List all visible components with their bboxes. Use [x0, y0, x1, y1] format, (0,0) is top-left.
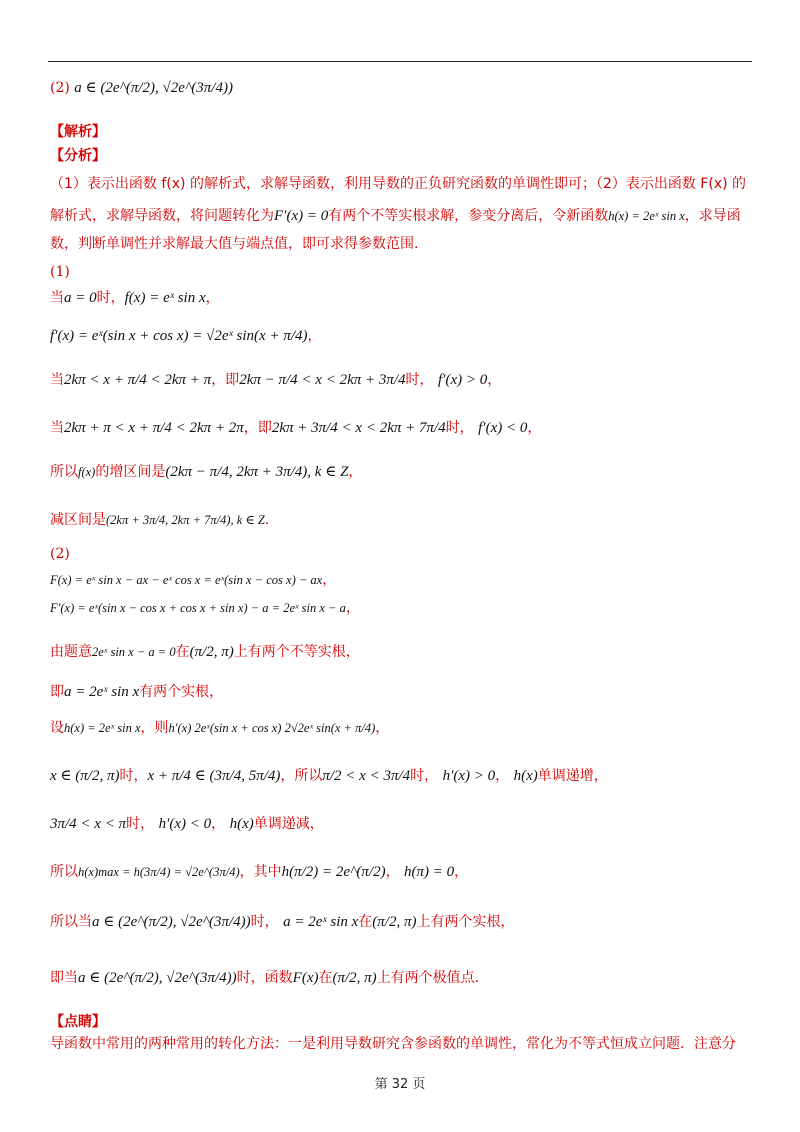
- math-expr: h(π/2) = 2e^(π/2): [281, 864, 386, 880]
- jiexi-heading: 【解析】: [50, 124, 106, 140]
- part2-line-8: 所以h(x)max = h(3π/4) = √2e^(3π/4)，其中h(π/2) = 2e^(π/2)， h(π) = 0，: [50, 864, 469, 880]
- part2-line-9: 所以当a ∈ (2e^(π/2), √2e^(3π/4))时， a = 2eˣ sin x在(π/2, π)上有两个实根，: [50, 914, 515, 930]
- part1-line-2: f′(x) = eˣ(sin x + cos x) = √2eˣ sin(x + π/4)，: [50, 328, 322, 344]
- math-expr: h(x) = 2eˣ sin x: [64, 721, 141, 735]
- math-expr: F(x) = eˣ sin x − ax − eˣ cos x = eˣ(sin x − cos x) − ax: [50, 573, 323, 587]
- math-expr: f(x) = eˣ sin x: [124, 290, 206, 306]
- math-expr: 2kπ + 3π/4 < x < 2kπ + 7π/4: [271, 420, 446, 436]
- math-expr: f′(x) < 0: [478, 420, 528, 436]
- fenxi-heading: 【分析】: [50, 148, 106, 164]
- math-expr: h(x): [513, 768, 538, 784]
- dianjing-heading: 【点睛】: [50, 1014, 106, 1030]
- math-expr: x ∈ (π/2, π): [50, 768, 120, 784]
- page-number: 第 32 页: [374, 1077, 426, 1092]
- math-expr: 2kπ < x + π/4 < 2kπ + π: [64, 372, 212, 388]
- analysis-line-1: （1）表示出函数 f(x) 的解析式，求解导函数，利用导数的正负研究函数的单调性即可；（2）表示出函数 F(x) 的: [50, 176, 747, 192]
- math-expr: F′(x) = eˣ(sin x − cos x + cos x + sin x) − a = 2eˣ sin x − a: [50, 601, 346, 615]
- math-expr: F′(x) = 0: [274, 208, 329, 224]
- part2-label: (2): [50, 546, 70, 562]
- part1-line-4: 当2kπ + π < x + π/4 < 2kπ + 2π，即2kπ + 3π/4 < x < 2kπ + 7π/4时， f′(x) < 0，: [50, 420, 542, 436]
- part2-line-2: F′(x) = eˣ(sin x − cos x + cos x + sin x) − a = 2eˣ sin x − a，: [50, 600, 360, 616]
- part1-line-6: 减区间是(2kπ + 3π/4, 2kπ + 7π/4), k ∈ Z.: [50, 512, 270, 528]
- answer-2-line: [50, 78, 233, 98]
- math-expr: h(π) = 0: [404, 864, 455, 880]
- math-expr: a ∈ (2e^(π/2), √2e^(3π/4)): [92, 914, 251, 930]
- math-expr: 3π/4 < x < π: [50, 816, 127, 832]
- math-expr: (π/2, π): [372, 914, 417, 930]
- math-expr: 2eˣ sin x − a = 0: [92, 645, 176, 659]
- part1-line-1: 当a = 0时，f(x) = eˣ sin x，: [50, 290, 220, 306]
- math-expr: f(x): [78, 465, 96, 479]
- header-rule: [48, 61, 752, 62]
- part2-line-5: 设h(x) = 2eˣ sin x，则h′(x) 2eˣ(sin x + cos x) 2√2eˣ sin(x + π/4)，: [50, 720, 390, 736]
- part1-line-3: 当2kπ < x + π/4 < 2kπ + π，即2kπ − π/4 < x < 2kπ + 3π/4时， f′(x) > 0，: [50, 372, 502, 388]
- part2-line-10: 即当a ∈ (2e^(π/2), √2e^(3π/4))时，函数F(x)在(π/2, π)上有两个极值点.: [50, 970, 480, 986]
- part2-line-7: 3π/4 < x < π时， h′(x) < 0， h(x)单调递减，: [50, 816, 324, 832]
- dianjing-text: 导函数中常用的两种常用的转化方法：一是利用导数研究含参函数的单调性，常化为不等式恒成立问题．注意分: [50, 1036, 736, 1052]
- math-expr: (π/2, π): [189, 644, 234, 660]
- answer-2-expression: a ∈ (2e^(π/2), √2e^(3π/4)): [74, 80, 233, 96]
- math-expr: h′(x) 2eˣ(sin x + cos x) 2√2eˣ sin(x + π/4): [168, 721, 376, 735]
- math-expr: h(x) = 2eˣ sin x: [608, 209, 685, 223]
- math-expr: f′(x) > 0: [438, 372, 488, 388]
- math-expr: 2kπ + π < x + π/4 < 2kπ + 2π: [64, 420, 244, 436]
- math-expr: a = 2eˣ sin x: [64, 684, 140, 700]
- math-expr: a ∈ (2e^(π/2), √2e^(3π/4)): [78, 970, 237, 986]
- math-expr: a = 0: [64, 290, 97, 306]
- math-expr: (2kπ − π/4, 2kπ + 3π/4), k ∈ Z: [165, 464, 349, 480]
- math-expr: h′(x) < 0: [158, 816, 212, 832]
- math-expr: (π/2, π): [332, 970, 377, 986]
- math-expr: f′(x) = eˣ(sin x + cos x) = √2eˣ sin(x + π/4): [50, 328, 308, 344]
- part1-line-5: 所以f(x)的增区间是(2kπ − π/4, 2kπ + 3π/4), k ∈ Z，: [50, 464, 363, 480]
- math-expr: x + π/4 ∈ (3π/4, 5π/4): [147, 768, 281, 784]
- analysis-line-3: 数，判断单调性并求解最大值与端点值，即可求得参数范围.: [50, 236, 419, 252]
- part2-line-4: 即a = 2eˣ sin x有两个实根，: [50, 684, 224, 700]
- answer-2-label: (2): [50, 80, 70, 96]
- math-expr: π/2 < x < 3π/4: [322, 768, 411, 784]
- part2-line-6: x ∈ (π/2, π)时，x + π/4 ∈ (3π/4, 5π/4)，所以π/2 < x < 3π/4时， h′(x) > 0， h(x)单调递增，: [50, 768, 608, 784]
- part1-label: (1): [50, 264, 70, 280]
- analysis-line-2: 解析式，求解导函数，将问题转化为F′(x) = 0有两个不等实根求解，参变分离后，令新函数h(x) = 2eˣ sin x，求导函: [50, 208, 741, 224]
- math-expr: (2kπ + 3π/4, 2kπ + 7π/4), k ∈ Z: [106, 513, 265, 527]
- math-expr: 2kπ − π/4 < x < 2kπ + 3π/4: [239, 372, 406, 388]
- part2-line-1: F(x) = eˣ sin x − ax − eˣ cos x = eˣ(sin x − cos x) − ax，: [50, 572, 337, 588]
- math-expr: h′(x) > 0: [442, 768, 496, 784]
- math-expr: F(x): [292, 970, 319, 986]
- math-expr: h(x)max = h(3π/4) = √2e^(3π/4): [78, 865, 240, 879]
- math-expr: a = 2eˣ sin x: [283, 914, 359, 930]
- math-expr: h(x): [229, 816, 254, 832]
- part2-line-3: 由题意2eˣ sin x − a = 0在(π/2, π)上有两个不等实根，: [50, 644, 360, 660]
